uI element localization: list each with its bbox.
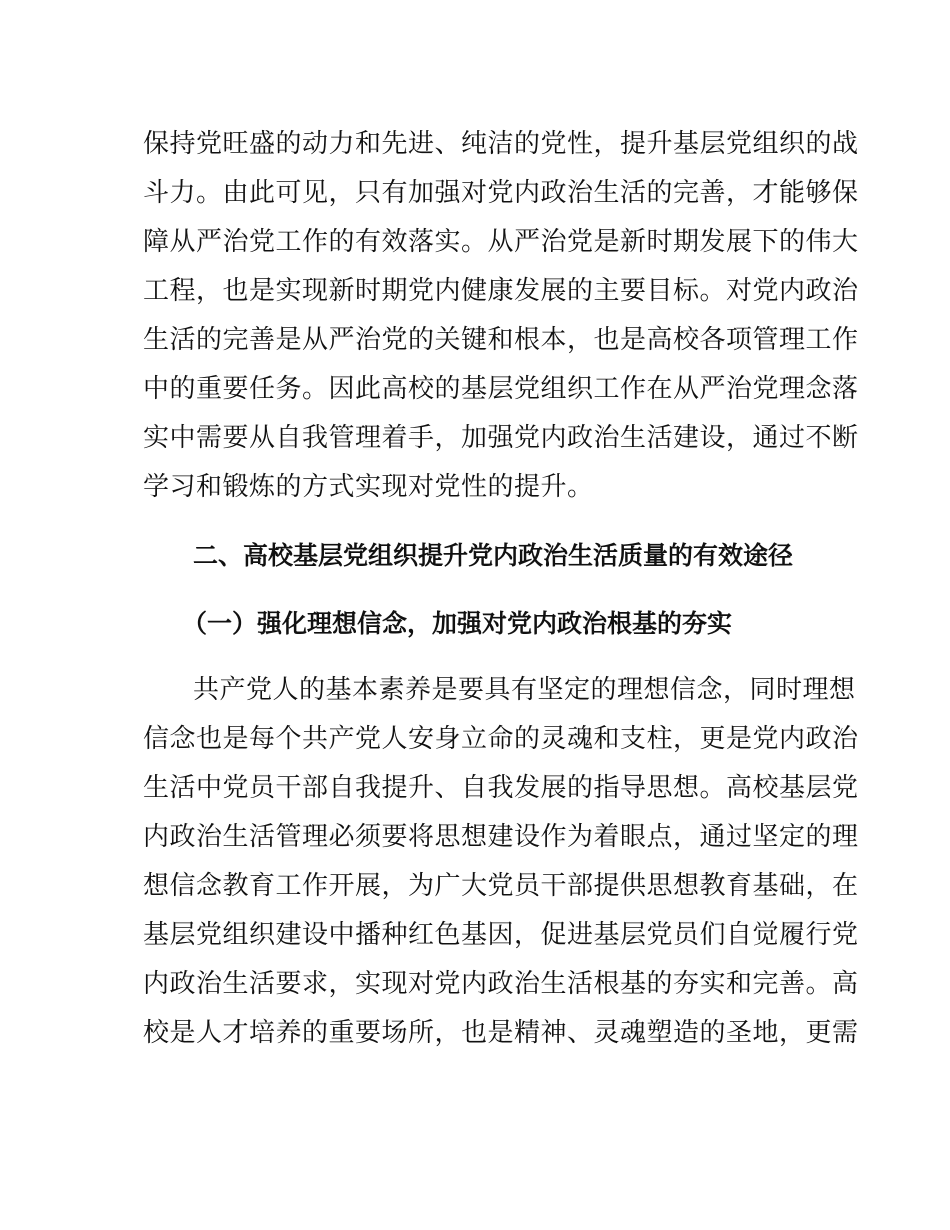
paragraph-2-line: 共产党人的基本素养是要具有坚定的理想信念，同时理想 (193, 675, 856, 705)
subsection-heading: （一）强化理想信念，加强对党内政治根基的夯实 (182, 609, 733, 638)
spacer (143, 512, 809, 530)
document-body (143, 120, 859, 1058)
paragraph-1-line: 障从严治党工作的有效落实。从严治党是新时期发展下的伟大 (143, 227, 859, 257)
paragraph-1-line: 实中需要从自我管理着手，加强党内政治生活建设，通过不断 (143, 423, 859, 453)
paragraph-2-line: 信念也是每个共产党人安身立命的灵魂和支柱，更是党内政治 (143, 724, 859, 754)
paragraph-1 (143, 120, 859, 512)
paragraph-2-line: 想信念教育工作开展，为广大党员干部提供思想教育基础，在 (143, 871, 859, 901)
paragraph-2-line: 生活中党员干部自我提升、自我发展的指导思想。高校基层党 (143, 773, 859, 803)
paragraph-1-line: 生活的完善是从严治党的关键和根本，也是高校各项管理工作 (143, 325, 859, 355)
spacer (143, 650, 809, 666)
paragraph-2-line: 校是人才培养的重要场所，也是精神、灵魂塑造的圣地，更需 (143, 1018, 859, 1048)
paragraph-1-line: 保持党旺盛的动力和先进、纯洁的党性，提升基层党组织的战 (143, 129, 859, 159)
paragraph-1-line: 学习和锻炼的方式实现对党性的提升。 (143, 472, 594, 502)
paragraph-1-line: 中的重要任务。因此高校的基层党组织工作在从严治党理念落 (143, 374, 859, 404)
spacer (143, 582, 809, 598)
paragraph-1-line: 工程，也是实现新时期党内健康发展的主要目标。对党内政治 (143, 276, 859, 306)
paragraph-2-line: 基层党组织建设中播种红色基因，促进基层党员们自觉履行党 (143, 920, 859, 950)
section-heading: 二、高校基层党组织提升党内政治生活质量的有效途径 (193, 541, 794, 570)
paragraph-2 (143, 666, 859, 1058)
paragraph-1-line: 斗力。由此可见，只有加强对党内政治生活的完善，才能够保 (143, 178, 859, 208)
paragraph-2-line: 内政治生活要求，实现对党内政治生活根基的夯实和完善。高 (143, 969, 859, 999)
paragraph-2-line: 内政治生活管理必须要将思想建设作为着眼点，通过坚定的理 (143, 822, 859, 852)
